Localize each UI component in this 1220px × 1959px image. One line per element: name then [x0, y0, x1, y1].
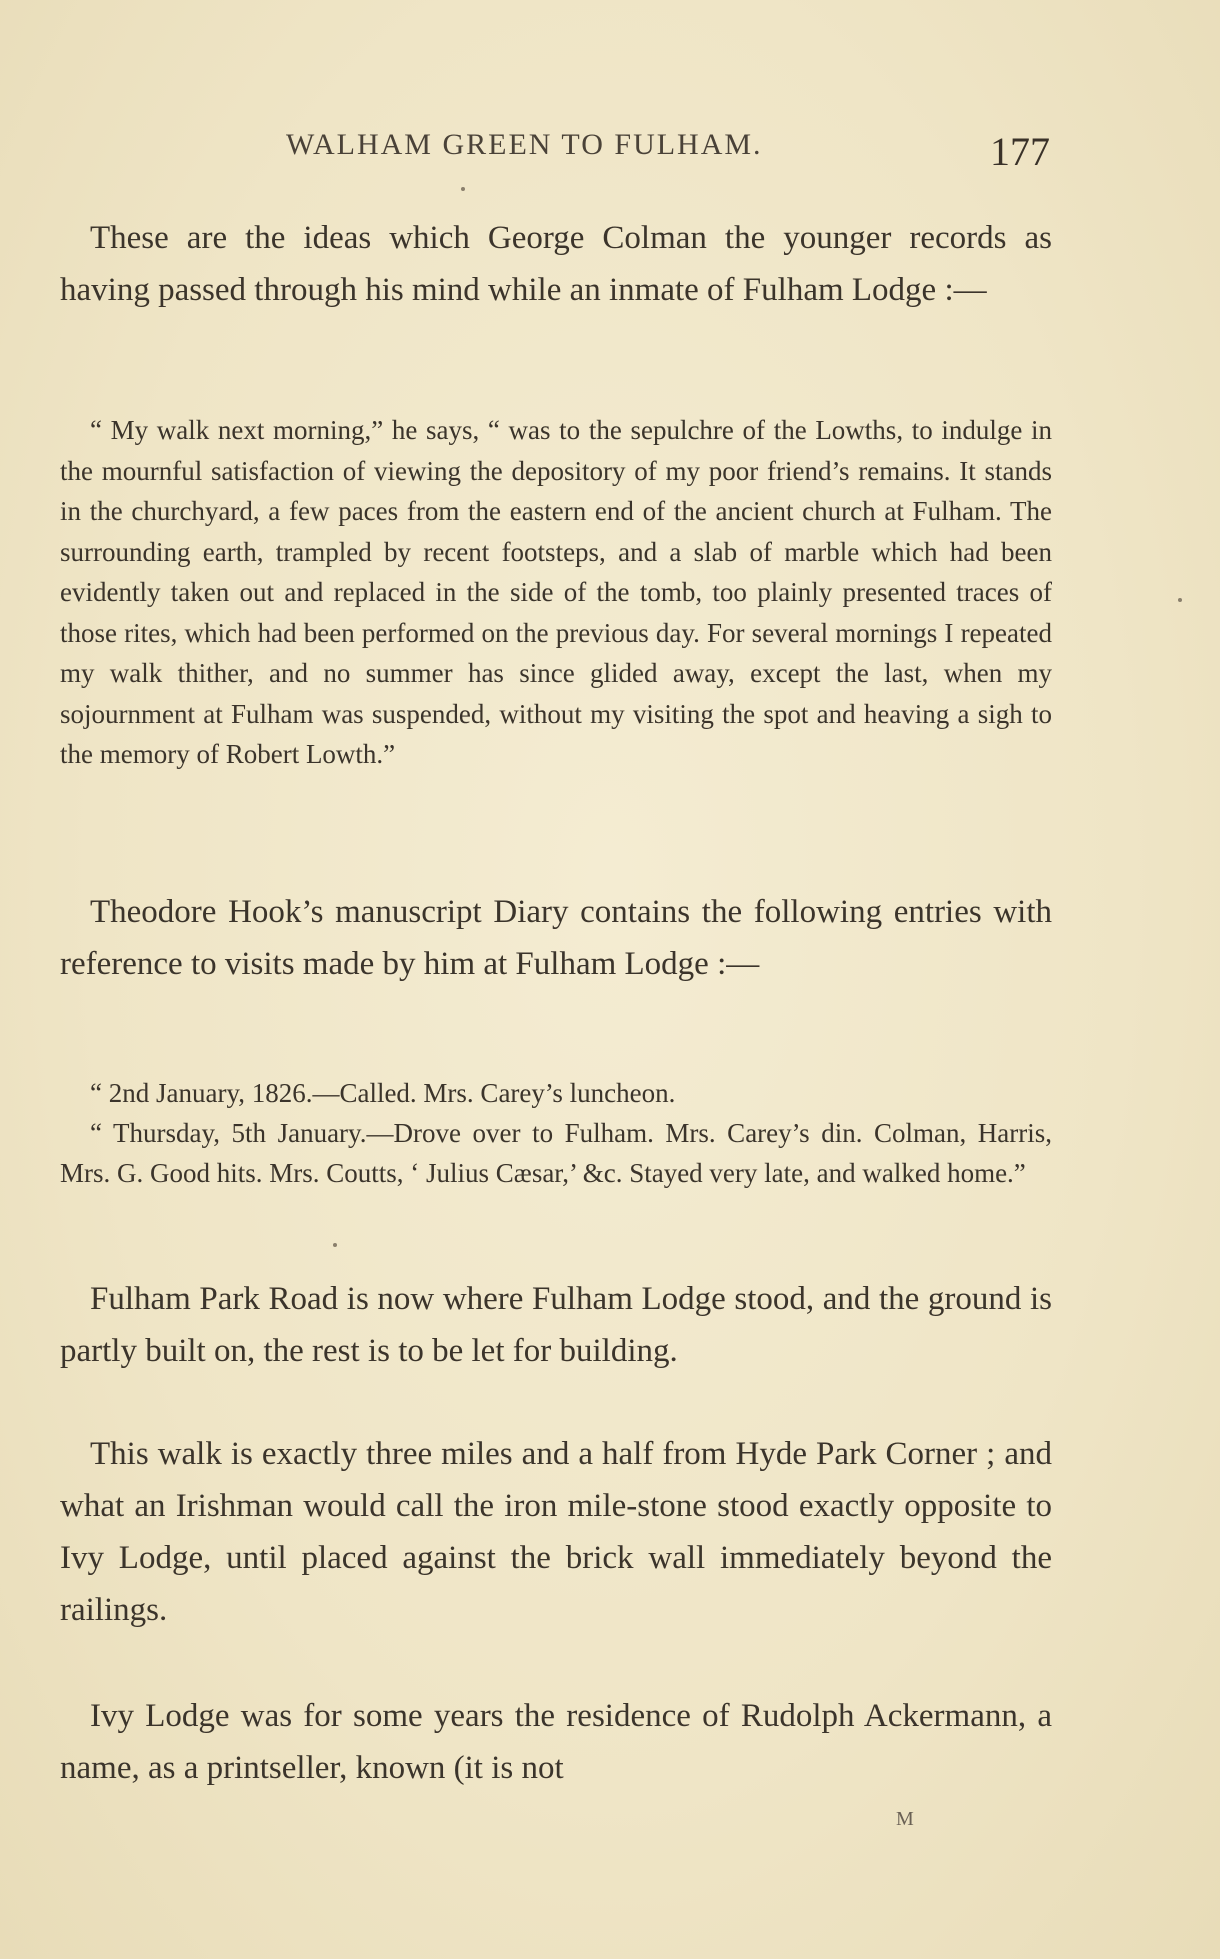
paragraph-intro: These are the ideas which George Colman the younger records as having passed through his mind while an inmate of Fulham Lodge :—	[60, 220, 1052, 308]
diary-entry-1: “ 2nd January, 1826.—Called. Mrs. Carey’s luncheon.	[90, 1078, 676, 1108]
paper-speck	[333, 1243, 337, 1247]
paper-speck	[1178, 598, 1182, 602]
running-head-title: WALHAM GREEN TO FULHAM.	[286, 128, 763, 161]
paragraph-park-road: Fulham Park Road is now where Fulham Lodge stood, and the ground is partly built on, the rest is to be let for building.	[60, 1281, 1052, 1369]
diary-entry-2: “ Thursday, 5th January.—Drove over to Fulham. Mrs. Carey’s din. Colman, Harris, Mrs. G. Good hits. Mrs. Coutts, ‘ Julius Cæsar,’ &c. Stayed very late, and walked home.”	[60, 1118, 1052, 1188]
paper-speck	[461, 187, 465, 191]
paragraph-ivy-lodge: Ivy Lodge was for some years the residence of Rudolph Ackermann, a name, as a printseller, known (it is not	[60, 1698, 1052, 1786]
paragraph-walk-distance: This walk is exactly three miles and a half from Hyde Park Corner ; and what an Irishman would call the iron mile-stone stood exactly opposite to Ivy Lodge, until placed against the brick wall immediately beyond the railings.	[60, 1436, 1052, 1628]
signature-mark: M	[896, 1808, 915, 1830]
paragraph-hook-intro: Theodore Hook’s manuscript Diary contains the following entries with reference to visits made by him at Fulham Lodge :—	[60, 894, 1052, 982]
page-number: 177	[990, 129, 1050, 174]
quote-colman: “ My walk next morning,” he says, “ was to the sepulchre of the Lowths, to indulge in the mournful satisfaction of viewing the depository of my poor friend’s remains. It stands in the churchyard, a few paces from the eastern end of the ancient church at Fulham. The surrounding earth, trampled by recent footsteps, and a slab of marble which had been evidently taken out and replaced in the side of the tomb, too plainly presented traces of those rites, which had been performed on the previous day. For several mornings I repeated my walk thither, and no summer has since glided away, except the last, when my sojournment at Fulham was suspended, without my visiting the spot and heaving a sigh to the memory of Robert Lowth.”	[60, 415, 1052, 769]
